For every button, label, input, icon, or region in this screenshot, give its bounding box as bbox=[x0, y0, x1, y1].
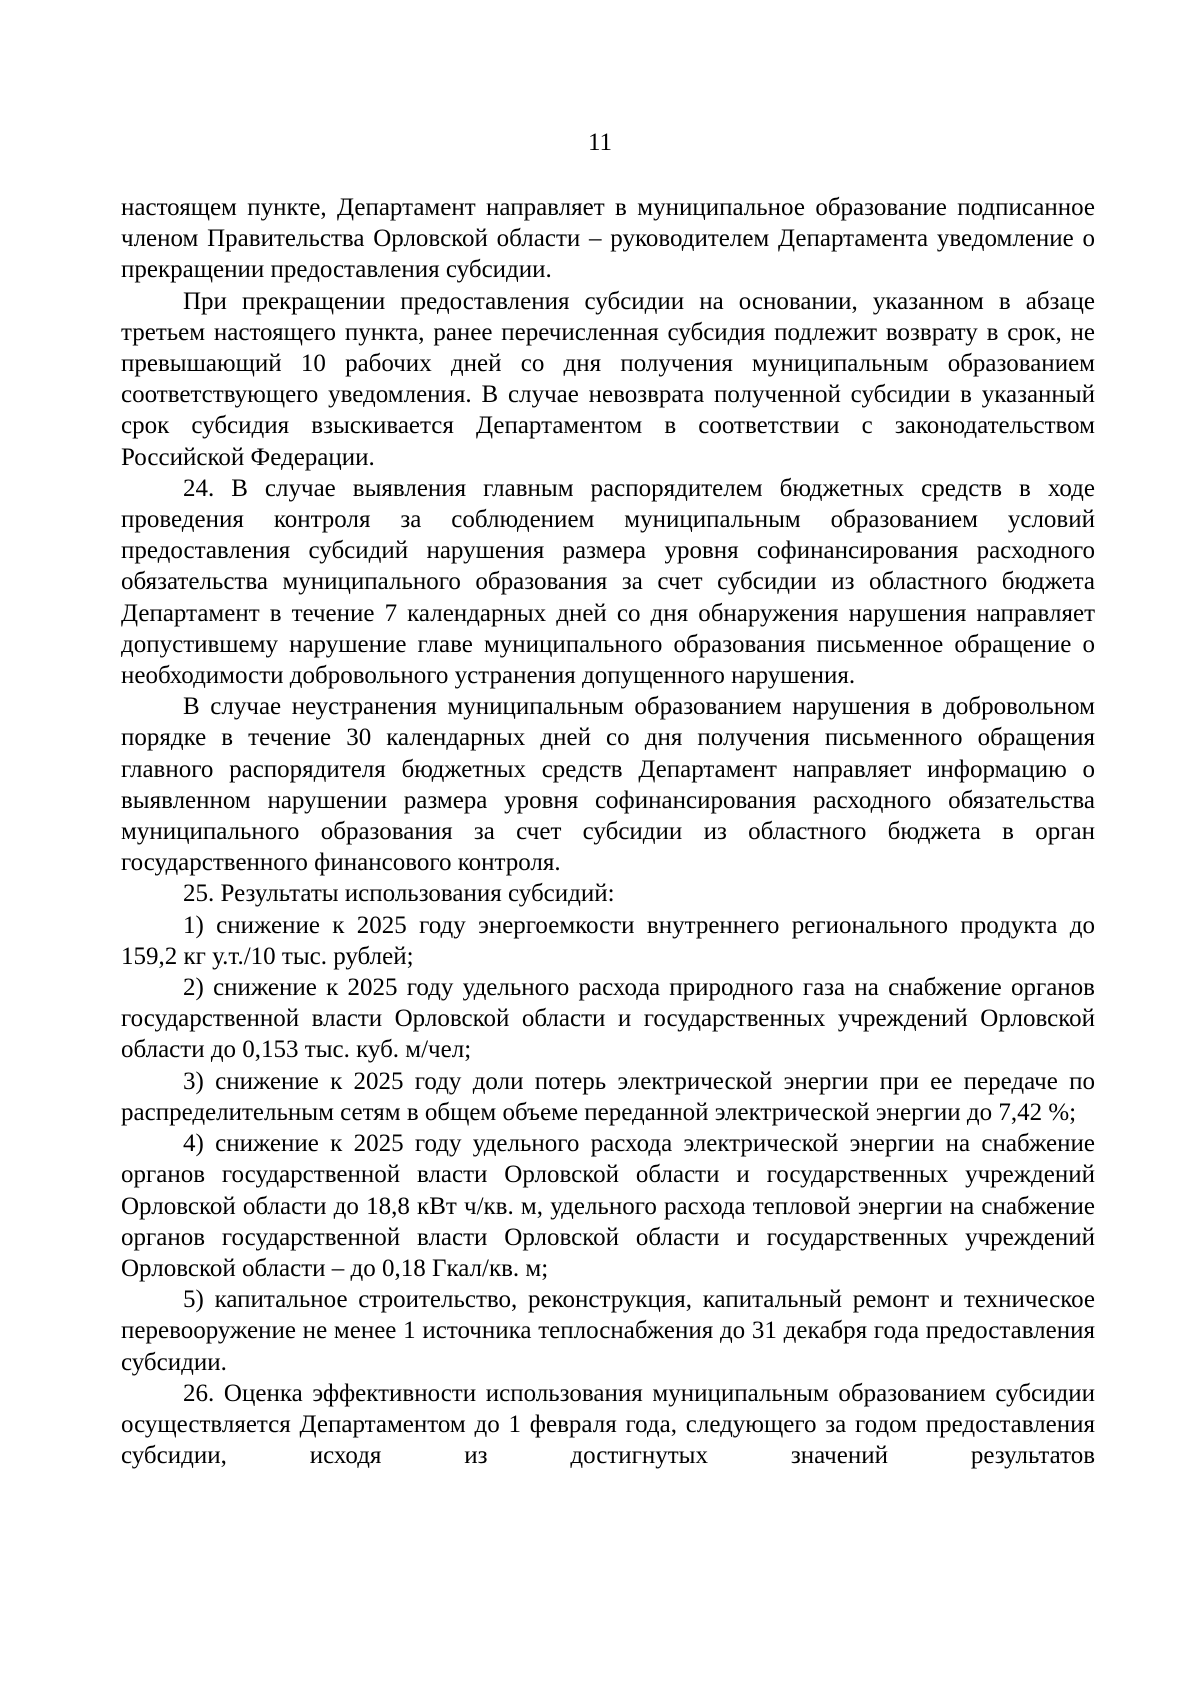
paragraph-non-elimination: В случае неустранения муниципальным образованием нарушения в добровольном порядке в течение 30 календарных дней со дня получения письменного обращения главного распорядителя бюджетных средств Департамент направляет информацию о выявленном нарушении размера уровня софинансирования расходного обязательства муниципального образования за счет субсидии из областного бюджета в орган государственного финансового контроля. bbox=[121, 693, 1095, 877]
list-item-result-3: 3) снижение к 2025 году доли потерь электрической энергии при ее передаче по распределительным сетям в общем объеме переданной электрической энергии до 7,42 %; bbox=[121, 1067, 1095, 1126]
list-item-result-1: 1) снижение к 2025 году энергоемкости внутреннего регионального продукта до 159,2 кг у.т./10 тыс. рублей; bbox=[121, 911, 1095, 970]
list-item-result-4: 4) снижение к 2025 году удельного расхода электрической энергии на снабжение органов государственной власти Орловской области и государственных учреждений Орловской области до 18,8 кВт ч/кв. м, удельного расхода тепловой энергии на снабжение органов государственной власти Орловской области и государственных учреждений Орловской области – до 0,18 Гкал/кв. м; bbox=[121, 1130, 1095, 1282]
paragraph-subsidy-termination: При прекращении предоставления субсидии на основании, указанном в абзаце третьем настоящего пункта, ранее перечисленная субсидия подлежит возврату в срок, не превышающий 10 рабочих дней со дня получения муниципальным образованием соответствующего уведомления. В случае невозврата полученной субсидии в указанный срок субсидия взыскивается Департаментом в соответствии с законодательством Российской Федерации. bbox=[121, 287, 1095, 471]
page-number: 11 bbox=[587, 129, 613, 156]
list-item-result-5: 5) капитальное строительство, реконструкция, капитальный ремонт и техническое перевооружение не менее 1 источника теплоснабжения до 31 декабря года предоставления субсидии. bbox=[121, 1286, 1095, 1376]
paragraph-item-25: 25. Результаты использования субсидий: bbox=[183, 880, 615, 908]
document-body bbox=[121, 192, 1095, 1471]
paragraph-item-26: 26. Оценка эффективности использования муниципальным образованием субсидии осуществляется Департаментом до 1 февраля года, следующего за годом предоставления субсидии, исходя из достигнутых значений результатов bbox=[121, 1379, 1095, 1470]
paragraph-item-24: 24. В случае выявления главным распорядителем бюджетных средств в ходе проведения контроля за соблюдением муниципальным образованием условий предоставления субсидий нарушения размера уровня софинансирования расходного обязательства муниципального образования за счет субсидии из областного бюджета Департамент в течение 7 календарных дней со дня обнаружения нарушения направляет допустившему нарушение главе муниципального образования письменное обращение о необходимости добровольного устранения допущенного нарушения. bbox=[121, 474, 1095, 690]
list-item-result-2: 2) снижение к 2025 году удельного расхода природного газа на снабжение органов государственной власти Орловской области и государственных учреждений Орловской области до 0,153 тыс. куб. м/чел; bbox=[121, 974, 1095, 1064]
paragraph-continuation: настоящем пункте, Департамент направляет в муниципальное образование подписанное членом Правительства Орловской области – руководителем Департамента уведомление о прекращении предоставления субсидии. bbox=[121, 194, 1095, 284]
